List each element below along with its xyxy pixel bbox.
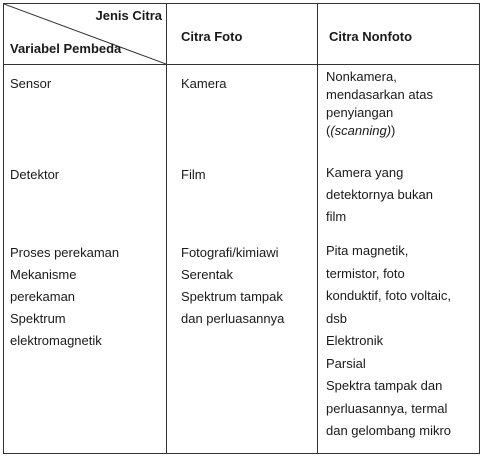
cell-line: dsb bbox=[326, 310, 347, 326]
cell-line: dan gelombang mikro bbox=[326, 423, 452, 438]
cell-line: Film bbox=[181, 167, 206, 182]
cell-line: film bbox=[326, 209, 347, 224]
cell-line: Spektrum tampak bbox=[181, 289, 283, 304]
cell-line: dan perluasannya bbox=[181, 311, 285, 326]
cell-line: konduktif, foto voltaic, bbox=[326, 288, 452, 303]
cell-line: Spektra tampak dan bbox=[326, 378, 443, 393]
cell-line: mendasarkan atas bbox=[326, 87, 433, 102]
corner-label-variabel-pembeda: Variabel Pembeda bbox=[10, 41, 122, 56]
column-header-citra-nonfoto: Citra Nonfoto bbox=[329, 29, 413, 44]
cell-line: Fotografi/kimiawi bbox=[181, 245, 279, 260]
cell-line: Mekanisme bbox=[10, 267, 77, 282]
column-divider bbox=[166, 4, 167, 453]
row-proses-variable bbox=[10, 242, 119, 352]
cell-line: termistor, foto bbox=[326, 265, 405, 281]
cell-line: Serentak bbox=[181, 267, 234, 282]
row-sensor-variable bbox=[10, 73, 51, 95]
cell-line: ((scanning)) bbox=[326, 123, 396, 138]
cell-line: Spektrum bbox=[10, 311, 66, 326]
cell-line: Kamera bbox=[181, 76, 227, 91]
row-detektor-nonfoto bbox=[326, 162, 433, 228]
cell-line: Proses perekaman bbox=[10, 245, 120, 260]
column-divider bbox=[317, 4, 318, 453]
cell-line: Elektronik bbox=[326, 333, 384, 348]
column-header-citra-foto: Citra Foto bbox=[181, 29, 243, 44]
row-sensor-nonfoto bbox=[326, 68, 433, 140]
cell-line: Parsial bbox=[326, 355, 366, 371]
cell-line: perluasannya, termal bbox=[326, 400, 448, 416]
cell-line: Sensor bbox=[10, 76, 52, 91]
cell-line: Pita magnetik, bbox=[326, 243, 409, 258]
cell-line: perekaman bbox=[10, 289, 76, 304]
row-detektor-variable bbox=[10, 164, 59, 186]
cell-line: penyiangan bbox=[326, 105, 394, 120]
row-proses-nonfoto bbox=[326, 240, 451, 443]
header-divider bbox=[4, 64, 479, 65]
row-detektor-foto bbox=[181, 164, 206, 186]
comparison-table bbox=[3, 3, 480, 454]
row-proses-foto bbox=[181, 242, 284, 330]
cell-line: Kamera yang bbox=[326, 165, 404, 180]
cell-line: Nonkamera, bbox=[326, 69, 397, 84]
cell-line: Detektor bbox=[10, 167, 60, 182]
cell-line: detektornya bukan bbox=[326, 187, 433, 202]
cell-line: elektromagnetik bbox=[10, 333, 102, 348]
row-sensor-foto bbox=[181, 73, 227, 95]
corner-label-jenis-citra: Jenis Citra bbox=[95, 8, 162, 23]
